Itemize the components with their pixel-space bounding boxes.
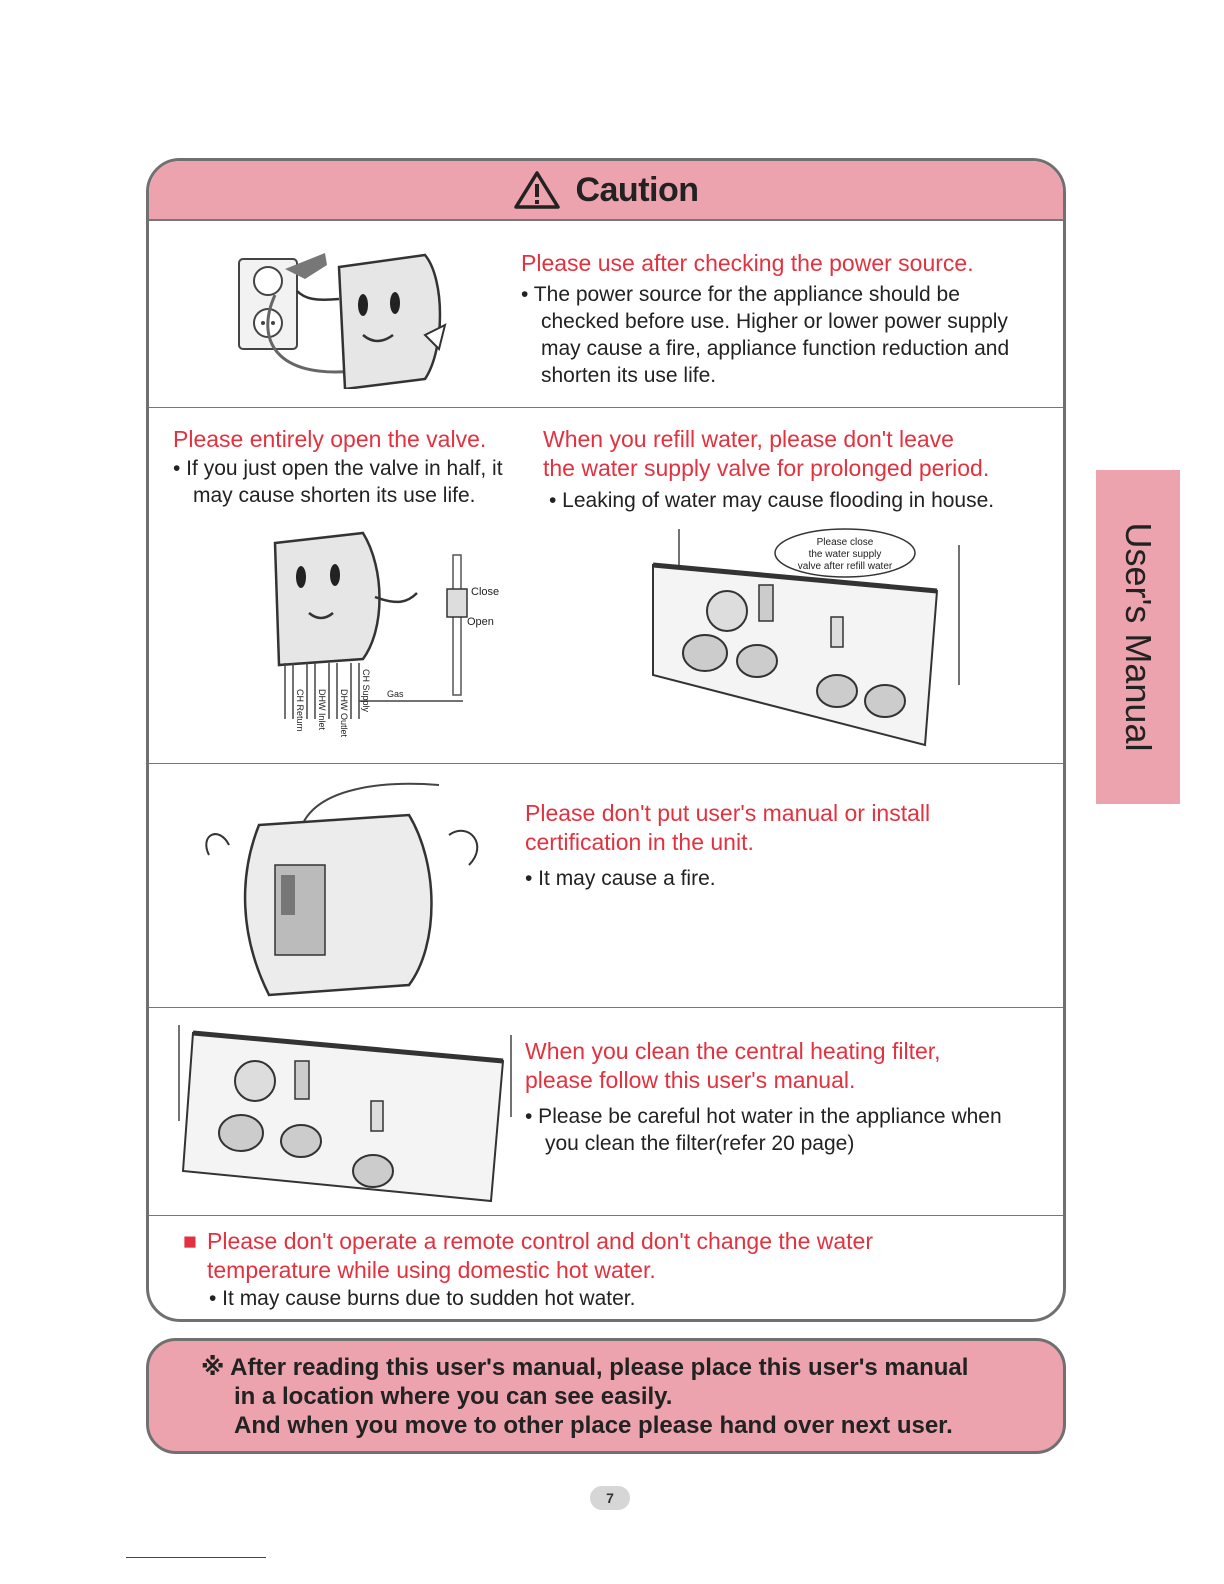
- power-bullet: [521, 281, 1041, 389]
- users-manual-side-tab: [1096, 470, 1180, 804]
- bubble-line2: the water supply: [808, 549, 882, 560]
- divider-3: [149, 1007, 1063, 1008]
- power-bullet-text: • The power source for the appliance should be checked before use. Higher or lower power supply may cause a fire, appliance function reduction and shorten its use life.: [521, 283, 1010, 387]
- valve-bullet-text: • If you just open the valve in half, it may cause shorten its use life.: [173, 457, 503, 507]
- filter-heading-line2: please follow this user's manual.: [525, 1067, 856, 1093]
- remote-heading: [207, 1227, 1047, 1285]
- manual-bullet-text: • It may cause a fire.: [525, 867, 716, 890]
- bubble-line1: Please close: [816, 537, 874, 548]
- bottom-rule: [126, 1557, 266, 1558]
- filter-heading: [525, 1037, 1045, 1095]
- refill-heading-line1: When you refill water, please don't leave: [543, 426, 954, 452]
- divider-4: [149, 1215, 1063, 1216]
- note-line3: And when you move to other place please hand over next user.: [234, 1412, 953, 1439]
- filter-bullet: [525, 1103, 1025, 1157]
- ch-return-label: CH Return: [295, 689, 305, 732]
- gas-label: Gas: [387, 689, 404, 699]
- valve-bullet: [173, 455, 513, 509]
- refill-heading: [543, 425, 1063, 483]
- power-plug-illustration: [235, 239, 465, 389]
- filter-heading-line1: When you clean the central heating filter,: [525, 1038, 941, 1064]
- bubble-line3: valve after refill water: [797, 561, 893, 572]
- dhw-outlet-label: DHW Outlet: [339, 689, 349, 738]
- remote-heading-line2: temperature while using domestic hot water.: [207, 1257, 656, 1283]
- remote-bullet: [209, 1285, 1029, 1312]
- manual-illustration: [189, 775, 489, 997]
- valve-illustration: [267, 529, 527, 743]
- warning-triangle-icon: [513, 170, 561, 210]
- note-line1: ※ After reading this user's manual, please place this user's manual: [201, 1354, 969, 1381]
- refill-heading-line2: the water supply valve for prolonged period.: [543, 455, 990, 481]
- caution-header: [149, 161, 1063, 221]
- filter-illustration: [173, 1021, 519, 1211]
- close-label: Close: [471, 586, 500, 598]
- caution-panel: [146, 158, 1066, 1322]
- manual-heading-line1: Please don't put user's manual or install: [525, 800, 931, 826]
- divider-2: [149, 763, 1063, 764]
- filter-bullet-text: • Please be careful hot water in the appliance when you clean the filter(refer 20 page): [525, 1105, 1002, 1155]
- valve-heading: Please entirely open the valve.: [173, 426, 487, 452]
- manual-heading: [525, 799, 1045, 857]
- refill-bullet: [549, 487, 1059, 514]
- manual-heading-line2: certification in the unit.: [525, 829, 754, 855]
- refill-bullet-text: • Leaking of water may cause flooding in house.: [549, 489, 995, 512]
- note-text: [201, 1353, 968, 1440]
- note-box: [146, 1338, 1066, 1454]
- refill-valve-illustration: [647, 525, 967, 753]
- divider-1: [149, 407, 1063, 408]
- ch-supply-label: CH Supply: [361, 669, 371, 713]
- page-number: 7: [590, 1486, 630, 1510]
- power-heading: Please use after checking the power source.: [521, 250, 974, 276]
- side-tab-label: User's Manual: [1118, 522, 1159, 752]
- open-label: Open: [467, 616, 494, 628]
- dhw-inlet-label: DHW Inlet: [317, 689, 327, 731]
- remote-heading-line1: Please don't operate a remote control and don't change the water: [207, 1228, 874, 1254]
- caution-title: Caution: [575, 170, 699, 209]
- remote-bullet-text: • It may cause burns due to sudden hot water.: [209, 1287, 636, 1310]
- remote-marker: ■: [183, 1228, 197, 1254]
- manual-bullet: [525, 865, 1025, 892]
- note-line2: in a location where you can see easily.: [234, 1383, 673, 1410]
